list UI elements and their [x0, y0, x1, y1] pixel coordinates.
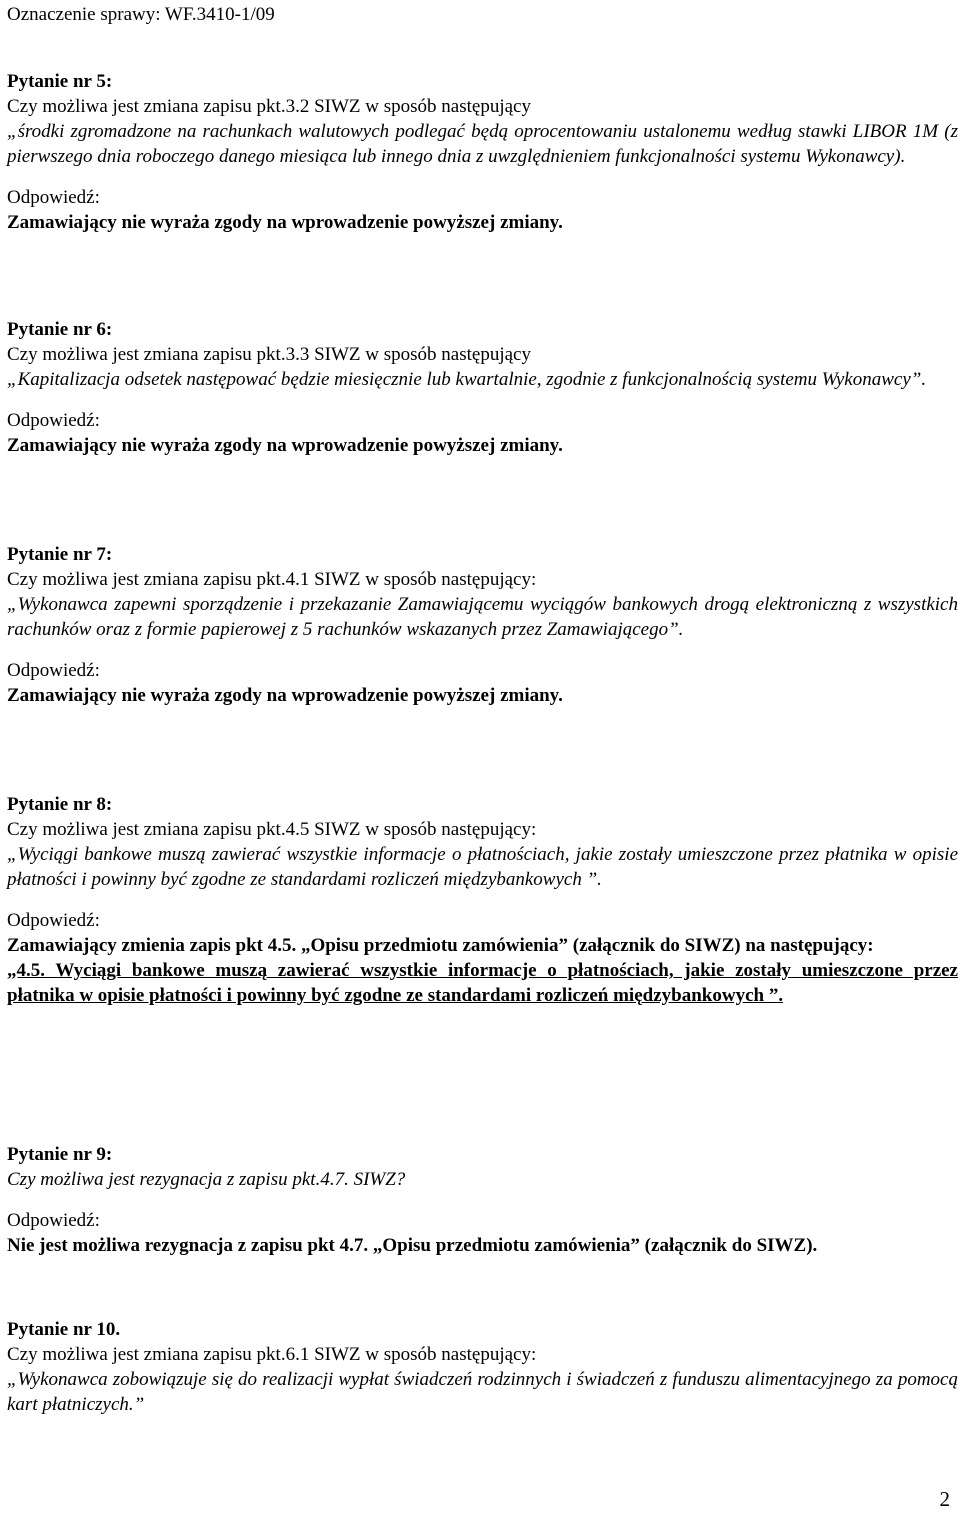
answer-text: Zamawiający nie wyraża zgody na wprowadzenie powyższej zmiany. [7, 685, 563, 706]
answer-label: Odpowiedź: [7, 187, 100, 208]
question-quote: „Wykonawca zapewni sporządzenie i przekazanie Zamawiającemu wyciągów bankowych drogą elektroniczną z wszystkich rachunków oraz z formie papierowej z 5 rachunków wskazanych przez Zamawiającego”. [7, 594, 958, 640]
question-title: Pytanie nr 5: [7, 71, 113, 92]
answer-label: Odpowiedź: [7, 660, 100, 681]
question-text: Czy możliwa jest zmiana zapisu pkt.3.2 SIWZ w sposób następujący [7, 96, 531, 117]
question-quote: „Kapitalizacja odsetek następować będzie miesięcznie lub kwartalnie, zgodnie z funkcjonalnością systemu Wykonawcy”. [7, 369, 927, 390]
answer-text: Nie jest możliwa rezygnacja z zapisu pkt 4.7. „Opisu przedmiotu zamówienia” (załącznik do SIWZ). [7, 1235, 818, 1256]
question-title: Pytanie nr 7: [7, 544, 113, 565]
answer-label: Odpowiedź: [7, 1210, 100, 1231]
answer-amended-text: „4.5. Wyciągi bankowe muszą zawierać wszystkie informacje o płatnościach, jakie zostały umieszczone przez płatnika w opisie płatności i powinny być zgodne ze standardami rozliczeń międzybankowych ”. [7, 960, 958, 1006]
answer-label: Odpowiedź: [7, 410, 100, 431]
question-10 [7, 1317, 958, 1417]
question-text: Czy możliwa jest rezygnacja z zapisu pkt.4.7. SIWZ? [7, 1169, 406, 1190]
question-quote: „Wyciągi bankowe muszą zawierać wszystkie informacje o płatnościach, jakie zostały umieszczone przez płatnika w opisie płatności i powinny być zgodne ze standardami rozliczeń międzybankowych ”. [7, 844, 958, 890]
question-title: Pytanie nr 8: [7, 794, 113, 815]
question-title: Pytanie nr 6: [7, 319, 113, 340]
question-quote: „Wykonawca zobowiązuje się do realizacji wypłat świadczeń rodzinnych i świadczeń z funduszu alimentacyjnego za pomocą kart płatniczych.” [7, 1369, 958, 1415]
question-8 [7, 792, 958, 1008]
question-9 [7, 1142, 958, 1258]
answer-label: Odpowiedź: [7, 910, 100, 931]
answer-text: Zamawiający nie wyraża zgody na wprowadzenie powyższej zmiany. [7, 212, 563, 233]
answer-text: Zamawiający zmienia zapis pkt 4.5. „Opisu przedmiotu zamówienia” (załącznik do SIWZ) na następujący: [7, 935, 874, 956]
question-title: Pytanie nr 9: [7, 1144, 113, 1165]
page-number: 2 [939, 1487, 950, 1511]
question-text: Czy możliwa jest zmiana zapisu pkt.6.1 SIWZ w sposób następujący: [7, 1344, 537, 1365]
question-text: Czy możliwa jest zmiana zapisu pkt.4.1 SIWZ w sposób następujący: [7, 569, 537, 590]
question-quote: „środki zgromadzone na rachunkach walutowych podlegać będą oprocentowaniu ustalonemu według stawki LIBOR 1M (z pierwszego dnia roboczego danego miesiąca lub innego dnia z uwzględnieniem funkcjonalności systemu Wykonawcy). [7, 121, 958, 167]
question-7 [7, 542, 958, 708]
question-6 [7, 317, 958, 458]
case-number: Oznaczenie sprawy: WF.3410-1/09 [7, 4, 275, 25]
question-5 [7, 69, 958, 235]
answer-text: Zamawiający nie wyraża zgody na wprowadzenie powyższej zmiany. [7, 435, 563, 456]
question-title: Pytanie nr 10. [7, 1319, 121, 1340]
question-text: Czy możliwa jest zmiana zapisu pkt.4.5 SIWZ w sposób następujący: [7, 819, 537, 840]
question-text: Czy możliwa jest zmiana zapisu pkt.3.3 SIWZ w sposób następujący [7, 344, 531, 365]
